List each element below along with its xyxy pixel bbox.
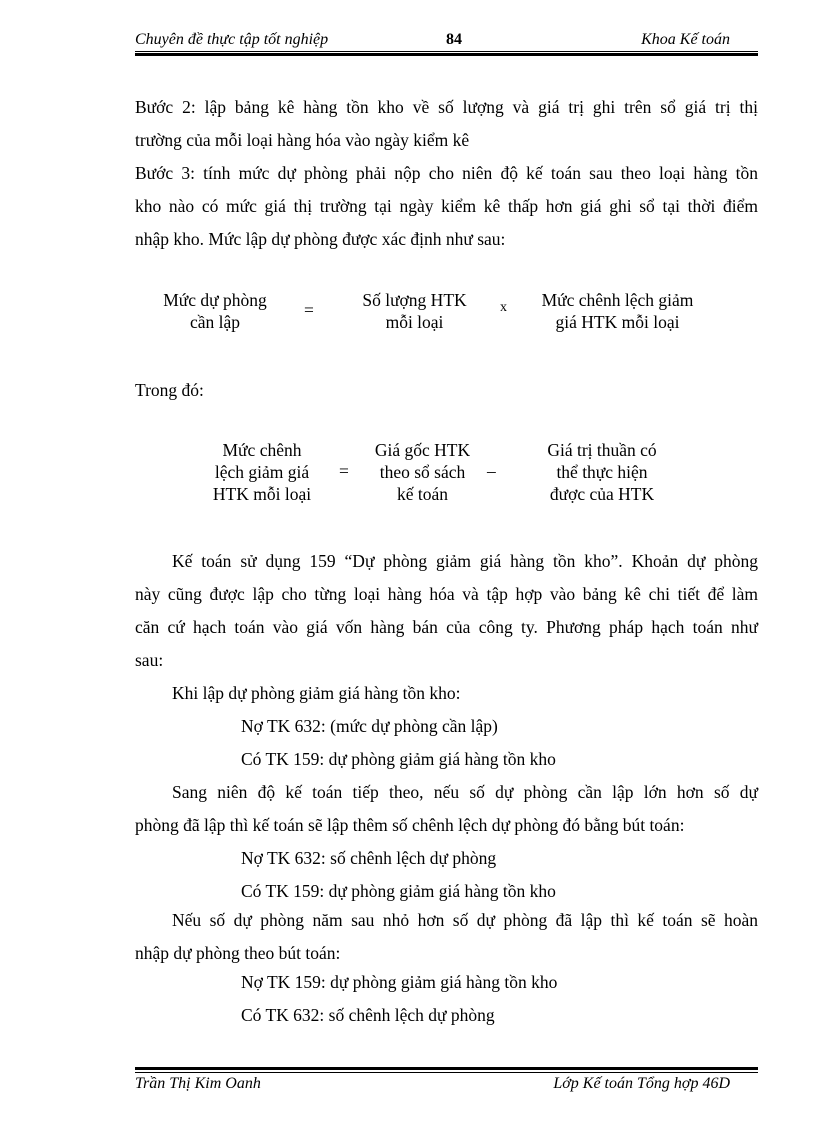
formula2-term2-line1: Giá gốc HTK — [374, 440, 471, 460]
step3-paragraph — [135, 157, 758, 256]
where-text: Trong đó: — [135, 380, 204, 400]
formula2-term3-line3: được của HTK — [549, 484, 655, 504]
footer-author: Trần Thị Kim Oanh — [135, 1075, 261, 1092]
header-title: Chuyên đề thực tập tốt nghiệp — [135, 31, 329, 48]
para1-line-1: Kế toán sử dụng 159 “Dự phòng giảm giá hàng tồn kho”. Khoản dự phòng — [172, 551, 758, 571]
formula2-minus: – — [487, 461, 496, 481]
entry2-block — [135, 842, 758, 908]
formula1-term1-line1: Mức dự phòng — [163, 290, 267, 310]
formula2-term3-line1: Giá trị thuần có — [547, 440, 657, 460]
formula1-multiply: x — [500, 300, 507, 315]
entry1-credit: Có TK 159: dự phòng giảm giá hàng tồn kho — [241, 749, 556, 769]
para1-line-4: sau: — [135, 650, 164, 670]
step3-line-3: nhập kho. Mức lập dự phòng được xác định như sau: — [135, 229, 506, 249]
step2-paragraph — [135, 91, 758, 157]
header-department: Khoa Kế toán — [641, 31, 730, 48]
step3-line-1: Bước 3: tính mức dự phòng phải nộp cho niên độ kế toán sau theo loại hàng tồn — [135, 163, 758, 183]
where-label — [135, 374, 758, 407]
para2-line-2: phòng đã lập thì kế toán sẽ lập thêm số chênh lệch dự phòng đó bằng bút toán: — [135, 815, 685, 835]
header-rule-thick — [135, 53, 758, 56]
entry3-debit: Nợ TK 159: dự phòng giảm giá hàng tồn kho — [241, 972, 558, 992]
para3-line-1: Nếu số dự phòng năm sau nhỏ hơn số dự phòng đã lập thì kế toán sẽ hoàn — [172, 910, 758, 930]
formula1-term2-line2: mỗi loại — [385, 312, 444, 332]
para3-line-2: nhập dự phòng theo bút toán: — [135, 943, 341, 963]
footer-rule-thick — [135, 1067, 758, 1070]
footer-class: Lớp Kế toán Tổng hợp 46D — [553, 1075, 730, 1092]
formula2-term1-line1: Mức chênh — [222, 440, 302, 460]
step2-line-1: Bước 2: lập bảng kê hàng tồn kho về số lượng và giá trị ghi trên sổ giá trị thị — [135, 97, 758, 117]
para2-line-1: Sang niên độ kế toán tiếp theo, nếu số dự phòng cần lập lớn hơn số dự — [172, 782, 758, 802]
footer-rule-thin — [135, 1072, 758, 1073]
entry1-debit: Nợ TK 632: (mức dự phòng cần lập) — [241, 716, 498, 736]
formula1-term1-line2: cần lập — [189, 312, 241, 332]
formula2-term-difference — [197, 439, 327, 505]
page-number: 84 — [446, 31, 462, 48]
next-period-paragraph — [135, 776, 758, 842]
para1-line-3: căn cứ hạch toán vào giá vốn hàng bán của công ty. Phương pháp hạch toán như — [135, 617, 758, 637]
formula1-term-provision — [150, 289, 280, 333]
entry3-block — [135, 966, 758, 1032]
formula1-term3-line1: Mức chênh lệch giảm — [541, 290, 694, 310]
entry2-credit: Có TK 159: dự phòng giảm giá hàng tồn kho — [241, 881, 556, 901]
entry1-block — [135, 677, 758, 776]
step2-line-2: trường của mỗi loại hàng hóa vào ngày kiểm kê — [135, 130, 470, 150]
formula1-term3-line2: giá HTK mỗi loại — [555, 312, 680, 332]
formula1-term2-line1: Số lượng HTK — [362, 290, 467, 310]
header-rule-thin — [135, 51, 758, 52]
entry3-credit: Có TK 632: số chênh lệch dự phòng — [241, 1005, 495, 1025]
formula1-equals: = — [304, 300, 314, 320]
formula2-term2-line3: kế toán — [396, 484, 449, 504]
formula2-term-net-value — [528, 439, 676, 505]
formula1-term-quantity — [342, 289, 487, 333]
formula2-equals: = — [339, 461, 349, 481]
formula2-term1-line3: HTK mỗi loại — [212, 484, 312, 504]
reversal-paragraph — [135, 904, 758, 970]
formula2-term3-line2: thể thực hiện — [556, 462, 648, 482]
entry1-intro: Khi lập dự phòng giảm giá hàng tồn kho: — [172, 683, 461, 703]
step3-line-2: kho nào có mức giá thị trường tại ngày kiểm kê thấp hơn giá ghi sổ tại thời điểm — [135, 196, 758, 216]
formula2-term-cost — [360, 439, 485, 505]
page-header — [135, 28, 758, 56]
page-footer — [135, 1067, 758, 1107]
formula2-term2-line2: theo sổ sách — [379, 462, 466, 482]
entry2-debit: Nợ TK 632: số chênh lệch dự phòng — [241, 848, 497, 868]
para1-line-2: này cũng được lập cho từng loại hàng hóa và tập hợp vào bảng kê chi tiết để làm — [135, 584, 758, 604]
formula1-term-difference — [525, 289, 710, 333]
formula2-term1-line2: lệch giảm giá — [214, 462, 310, 482]
account-159-paragraph — [135, 545, 758, 677]
